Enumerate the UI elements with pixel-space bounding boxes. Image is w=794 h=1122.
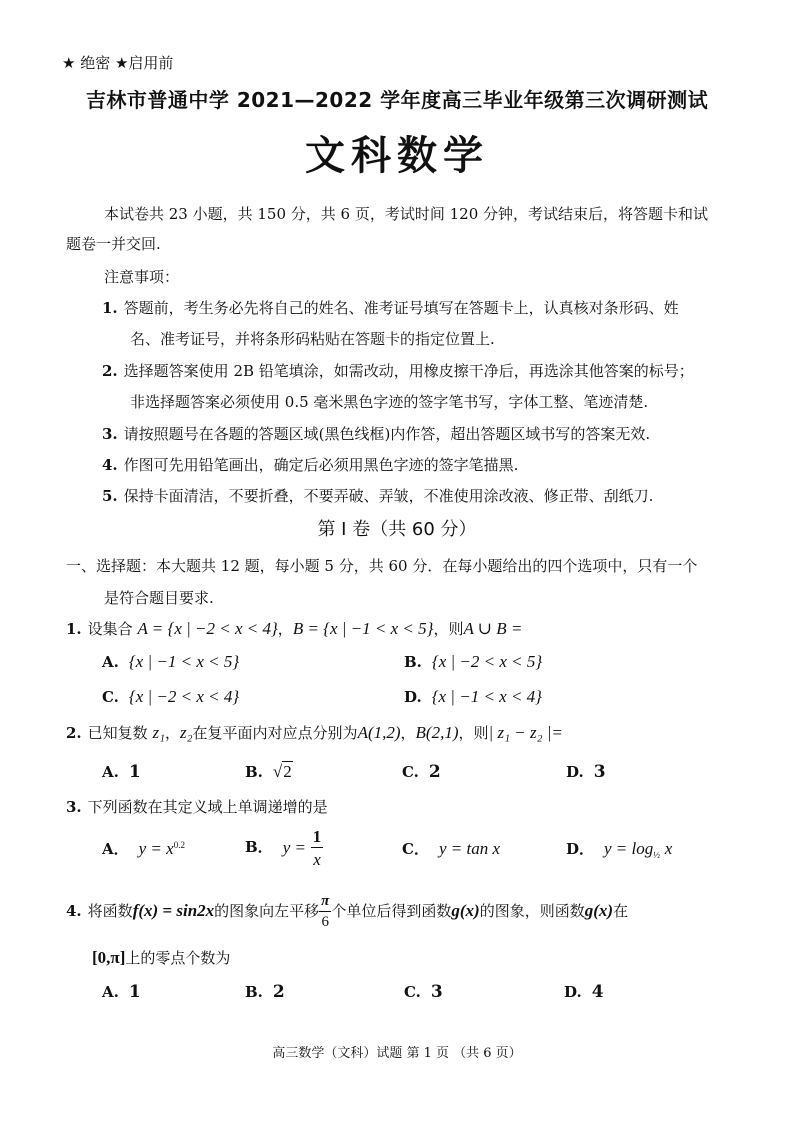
note-text: 答题前，考生务必先将自己的姓名、准考证号填写在答题卡上，认真核对条形码、姓: [123, 299, 679, 317]
note-item: [102, 360, 694, 381]
page-footer: 高三数学（文科）试题 第 1 页 （共 6 页）: [272, 1046, 522, 1061]
question-stem: 将函数: [87, 902, 133, 920]
question-stem: 的图象向左平移: [214, 902, 320, 920]
option-text: 2: [272, 982, 285, 1002]
point-a: A(1,2): [357, 723, 401, 742]
option-a: [102, 838, 185, 859]
option-text: y = log: [604, 839, 654, 858]
note-text: 保持卡面清洁，不要折叠，不要弄破、弄皱，不准使用涂改液、修正带、刮纸刀.: [123, 487, 654, 505]
union-expression: A ∪ B =: [463, 619, 523, 638]
option-d: [566, 838, 672, 860]
page-title: 文科数学: [305, 132, 489, 179]
option-c: [402, 838, 500, 859]
option-text: 2: [428, 762, 441, 782]
question-stem: 在复平面内对应点分别为: [192, 724, 358, 742]
option-label: C．: [402, 840, 429, 858]
option-text: 4: [591, 982, 604, 1002]
fraction-denominator: 6: [321, 914, 330, 930]
option-text: y =: [282, 838, 306, 857]
option-label: D.: [566, 763, 584, 781]
option-d: [404, 687, 542, 707]
option-label: A.: [102, 763, 119, 781]
option-c: [404, 982, 443, 1002]
option-text: y = tan x: [438, 839, 500, 858]
note-item: [102, 485, 653, 506]
notes-heading: 注意事项：: [104, 268, 180, 286]
exam-subtitle: 吉林市普通中学 2021—2022 学年度高三毕业年级第三次调研测试: [85, 88, 709, 112]
question-stem: 设集合: [87, 620, 133, 638]
option-text: 3: [430, 982, 443, 1002]
option-b: [404, 652, 542, 672]
intro-line-1: 本试卷共 23 小题，共 150 分，共 6 页，考试时间 120 分钟，考试结束后，将答题卡和试: [104, 205, 709, 223]
question-stem: 个单位后得到函数: [331, 902, 452, 920]
z1: z₁: [152, 723, 165, 742]
option-label: A.: [102, 983, 119, 1001]
question-3: [66, 796, 328, 817]
option-a: [102, 652, 239, 672]
option-text: 3: [593, 762, 606, 782]
part-instructions: 一、选择题：本大题共 12 题，每小题 5 分，共 60 分．在每小题给出的四个选项中，只有一个: [66, 557, 698, 575]
option-text: {x | −2 < x < 5}: [431, 652, 543, 671]
option-label: D．: [566, 840, 595, 858]
option-label: B.: [245, 983, 263, 1001]
separator: ，: [165, 724, 181, 742]
interval: [0,π]: [92, 948, 126, 967]
question-4-continued: [92, 947, 230, 968]
shift-fraction: [319, 894, 331, 930]
note-number: 4.: [102, 456, 118, 474]
fraction-numerator: π: [319, 894, 331, 912]
option-a: [102, 982, 141, 1002]
question-stem: 已知复数: [87, 724, 148, 742]
option-text: {x | −2 < x < 4}: [128, 687, 240, 706]
note-number: 1.: [102, 299, 118, 317]
exponent: 0.2: [173, 840, 185, 850]
option-label: C.: [402, 763, 419, 781]
note-item: [102, 454, 518, 475]
fraction-numerator: 1: [312, 827, 322, 846]
option-b: [245, 982, 285, 1002]
question-number: 4.: [66, 902, 82, 920]
confidential-label: ★ 绝密 ★启用前: [62, 54, 174, 72]
option-b: [245, 762, 293, 782]
set-a: A = {x | −2 < x < 4}: [137, 619, 278, 638]
option-text: 1: [128, 762, 141, 782]
option-label: A．: [102, 840, 129, 858]
option-label: D.: [404, 688, 422, 706]
option-text: 2: [283, 762, 292, 781]
question-stem: 下列函数在其定义域上单调递增的是: [87, 798, 328, 816]
log-argument: x: [664, 839, 673, 858]
option-text: y = x: [138, 839, 174, 858]
note-item-continued: 非选择题答案必须使用 0.5 毫米黑色字迹的签字笔书写，字体工整、笔迹清楚.: [130, 393, 649, 411]
option-label: B.: [404, 653, 422, 671]
log-base: ½: [653, 850, 661, 860]
option-d: [564, 982, 604, 1002]
note-text: 请按照题号在各题的答题区域(黑色线框)内作答，超出答题区域书写的答案无效.: [123, 425, 651, 443]
point-b: B(2,1): [415, 723, 459, 742]
option-label: A.: [102, 653, 119, 671]
question-number: 1.: [66, 620, 82, 638]
note-number: 3.: [102, 425, 118, 443]
note-number: 5.: [102, 487, 118, 505]
question-stem: 上的零点个数为: [125, 949, 231, 967]
function-g: g(x): [451, 901, 480, 920]
option-label: C.: [404, 983, 421, 1001]
set-b: B = {x | −1 < x < 5}: [292, 619, 434, 638]
note-text: 选择题答案使用 2B 铅笔填涂，如需改动，用橡皮擦干净后，再选涂其他答案的标号；: [123, 362, 694, 380]
note-text: 作图可先用铅笔画出，确定后必须用黑色字迹的签字笔描黑.: [123, 456, 519, 474]
option-d: [566, 762, 606, 782]
question-stem: ，则: [458, 724, 489, 742]
question-2: [66, 722, 563, 743]
option-label: D.: [564, 983, 582, 1001]
option-c: [102, 687, 239, 707]
option-text: 1: [128, 982, 141, 1002]
question-stem: 的图象，则函数: [479, 902, 585, 920]
modulus-expression: | z₁ − z₂ |=: [488, 723, 563, 742]
option-text: {x | −1 < x < 4}: [431, 687, 542, 706]
question-4: [66, 894, 628, 930]
question-number: 2.: [66, 724, 82, 742]
fraction: [311, 828, 324, 868]
note-item: [102, 423, 650, 444]
section-heading: 第 I 卷（共 60 分）: [317, 519, 477, 540]
part-instructions-continued: 是符合题目要求.: [104, 589, 214, 607]
option-label: C.: [102, 688, 119, 706]
note-number: 2.: [102, 362, 118, 380]
option-label: B．: [245, 838, 273, 856]
question-stem: 在: [613, 902, 629, 920]
note-item-continued: 名、准考证号，并将条形码粘贴在答题卡的指定位置上.: [130, 330, 495, 348]
separator: ，: [400, 724, 416, 742]
intro-line-2: 题卷一并交回.: [66, 235, 161, 253]
note-item: [102, 297, 679, 318]
question-number: 3.: [66, 798, 82, 816]
question-1: [66, 618, 522, 639]
option-label: B.: [245, 763, 263, 781]
option-a: [102, 762, 141, 782]
option-text: {x | −1 < x < 5}: [128, 652, 240, 671]
separator: ，: [277, 620, 293, 638]
sqrt-icon: √2: [272, 762, 292, 781]
question-stem: ，则: [433, 620, 464, 638]
option-c: [402, 762, 441, 782]
z2: z₂: [180, 723, 193, 742]
option-b: [245, 828, 323, 868]
fraction-denominator: x: [313, 850, 321, 869]
function-f: f(x) = sin2x: [132, 901, 215, 920]
function-g: g(x): [584, 901, 614, 920]
